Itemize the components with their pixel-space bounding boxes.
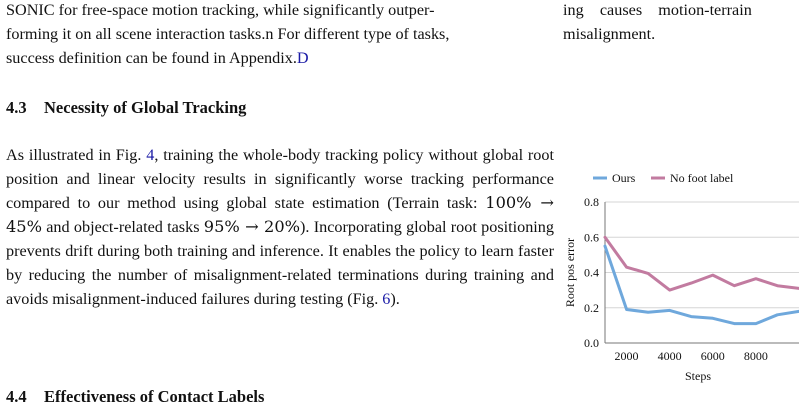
section-title: Effectiveness of Contact Labels	[44, 387, 265, 406]
x-axis-label: Steps	[684, 369, 712, 383]
x-tick-label: 4000	[657, 349, 682, 363]
right-line-1: ing causes motion-terrain	[563, 1, 752, 19]
para-text: ). Incorporating global root positioning prevents drift during both training and inference. It enables the policy to learn faster by reducing the number of misalignment-related terminations during training and avoids misalignment-induced failures during testing (Fig.	[6, 218, 554, 308]
y-axis-label: Root pos error	[563, 237, 577, 308]
x-tick-label: 2000	[614, 349, 639, 363]
y-tick-label: 0.8	[584, 195, 599, 209]
legend-label-1: Ours	[612, 171, 636, 185]
y-tick-label: 0.4	[584, 265, 599, 280]
root-pos-error-chart	[563, 160, 799, 394]
para-text: ).	[390, 290, 400, 308]
figure-4-link[interactable]: 4	[146, 146, 155, 164]
right-caption	[563, 0, 799, 46]
y-tick-label: 0.2	[584, 300, 599, 315]
para-text: , training the whole-body tracking policy without global root position and linear velocity results in significantly worse tracking performance compared to our method using global state estimation (Terrain task:	[6, 146, 554, 212]
figure-6-link[interactable]: 6	[382, 290, 391, 308]
section-number: 4.4	[6, 387, 27, 406]
legend-label-2: No foot label	[670, 171, 734, 185]
section-4-3-paragraph	[6, 143, 554, 311]
y-tick-label: 0.0	[584, 336, 599, 350]
y-tick-label: 0.6	[584, 230, 599, 245]
section-number: 4.3	[6, 98, 27, 117]
intro-paragraph	[6, 0, 554, 70]
intro-line-1: SONIC for free-space motion tracking, while significantly outper-	[6, 1, 435, 19]
para-text: As illustrated in Fig.	[6, 146, 147, 164]
section-heading-4-3	[6, 98, 246, 118]
appendix-link[interactable]: D	[296, 49, 309, 67]
series-line-1	[605, 246, 799, 324]
series-line-2	[605, 237, 799, 290]
right-line-2: misalignment.	[563, 25, 656, 43]
math-object: 95% → 20%	[203, 217, 301, 236]
para-text: and object-related tasks	[41, 218, 204, 236]
x-tick-label: 6000	[700, 349, 725, 363]
x-tick-label: 8000	[743, 349, 768, 363]
section-title: Necessity of Global Tracking	[44, 98, 247, 117]
math-terrain: 100% → 45%	[6, 193, 554, 236]
intro-line-2: forming it on all scene interaction tasks.n For different type of tasks,	[6, 25, 450, 43]
section-heading-4-4	[6, 387, 264, 407]
intro-line-3: success definition can be found in Appendix.	[6, 49, 297, 67]
